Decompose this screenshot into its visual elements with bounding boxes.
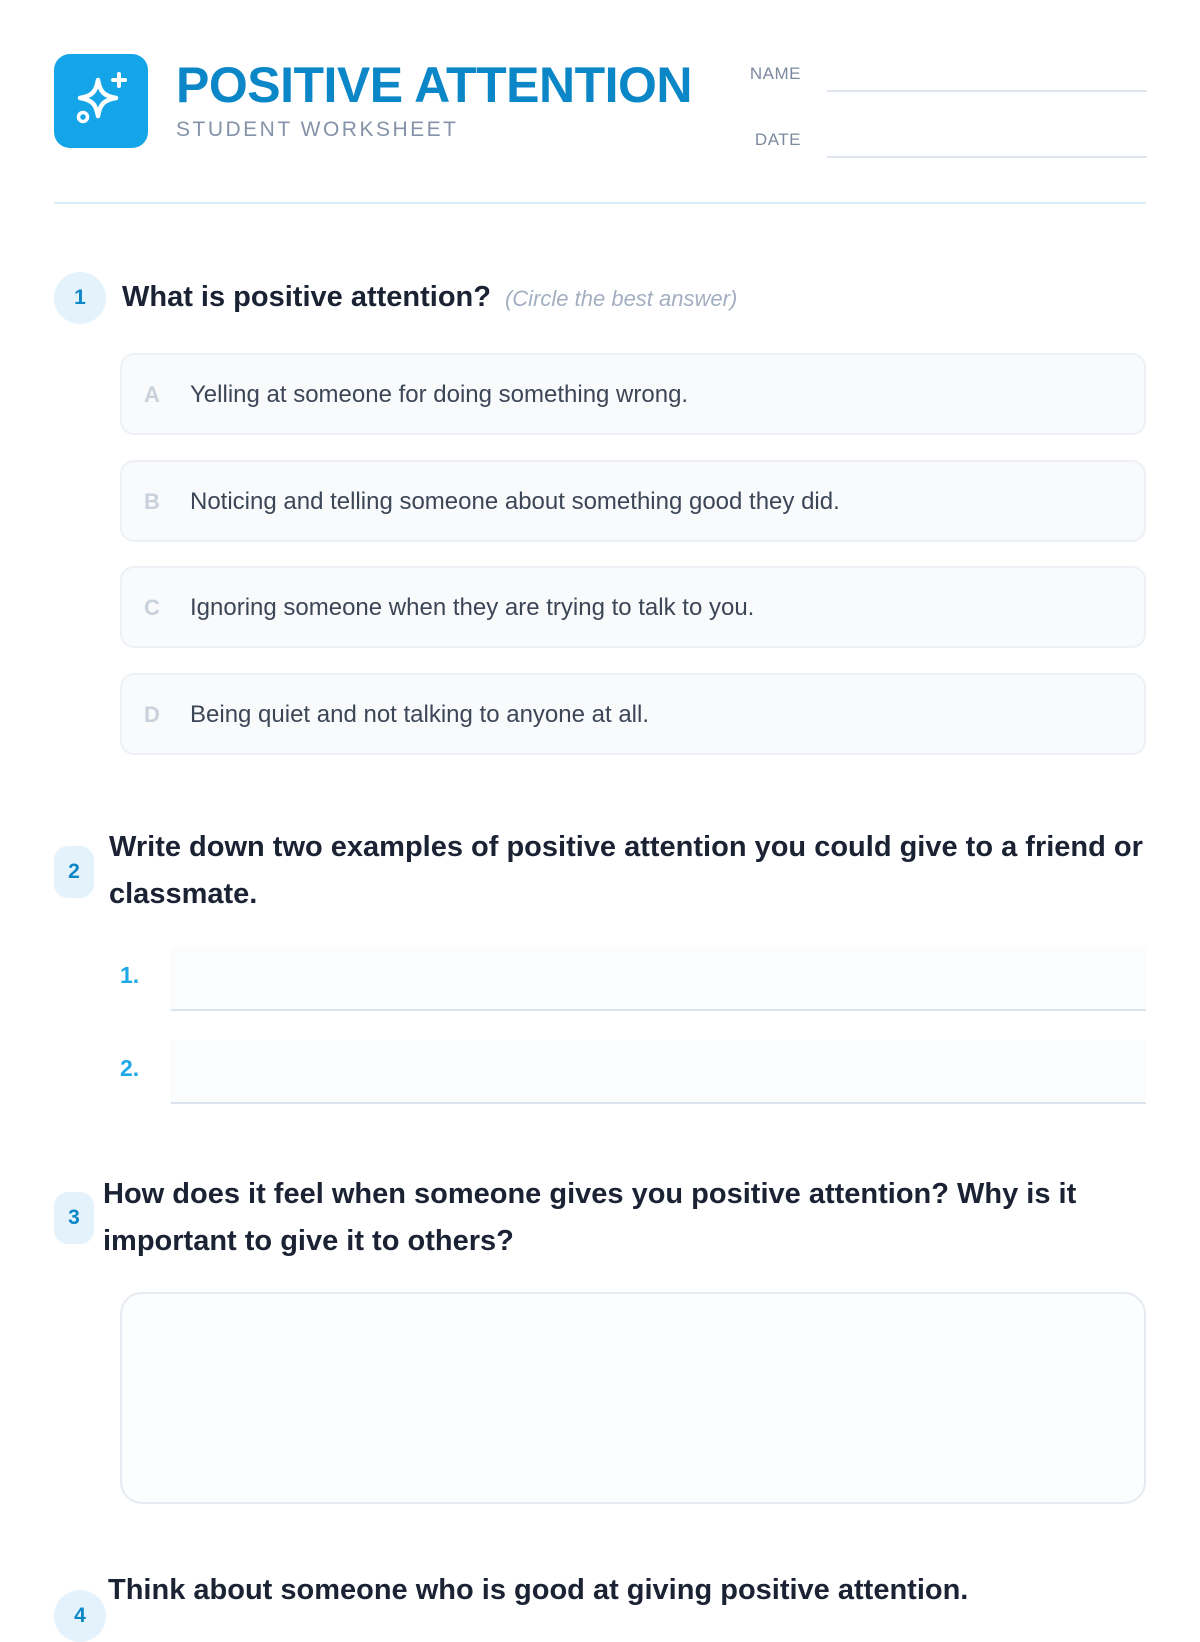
question-2-text: Write down two examples of positive attention you could give to a friend or classmate.	[109, 831, 1143, 910]
question-number-4: 4	[54, 1590, 106, 1642]
answer-line-1[interactable]	[171, 947, 1146, 1011]
question-3-text: How does it feel when someone gives you positive attention? Why is it important to give it to others?	[103, 1178, 1077, 1257]
question-number-2: 2	[54, 846, 94, 898]
question-1-text	[122, 274, 737, 322]
option-text: Noticing and telling someone about something good they did.	[190, 488, 840, 515]
option-letter: B	[144, 489, 160, 514]
answer-number-1: 1.	[120, 962, 140, 988]
question-4-text: Think about someone who is good at giving positive attention.	[108, 1574, 969, 1606]
option-text: Yelling at someone for doing something wrong.	[190, 381, 689, 408]
answer-box-3[interactable]	[120, 1292, 1146, 1504]
date-label: DATE	[754, 130, 801, 149]
question-1-hint: (Circle the best answer)	[504, 286, 738, 311]
question-number-1: 1	[54, 272, 106, 324]
logo	[54, 54, 148, 148]
question-number-3: 3	[54, 1192, 94, 1244]
worksheet-subtitle: STUDENT WORKSHEET	[176, 118, 459, 141]
question-1-label: What is positive attention?	[122, 281, 491, 313]
name-label: NAME	[749, 64, 801, 83]
option-text: Ignoring someone when they are trying to talk to you.	[190, 594, 755, 621]
worksheet-header	[54, 54, 1146, 204]
option-letter: C	[144, 595, 160, 620]
answer-number-2: 2.	[120, 1055, 140, 1081]
option-text: Being quiet and not talking to anyone at all.	[190, 701, 649, 728]
option-c[interactable]	[120, 566, 1146, 648]
header-divider	[54, 202, 1146, 204]
date-field[interactable]	[827, 156, 1147, 158]
sparkle-icon	[54, 54, 148, 148]
worksheet-title: POSITIVE ATTENTION	[176, 57, 693, 113]
option-letter: A	[144, 382, 160, 407]
option-b[interactable]	[120, 460, 1146, 542]
answer-line-2[interactable]	[171, 1040, 1146, 1104]
option-letter: D	[144, 702, 160, 727]
name-field[interactable]	[827, 90, 1147, 92]
option-a[interactable]	[120, 353, 1146, 435]
option-d[interactable]	[120, 673, 1146, 755]
